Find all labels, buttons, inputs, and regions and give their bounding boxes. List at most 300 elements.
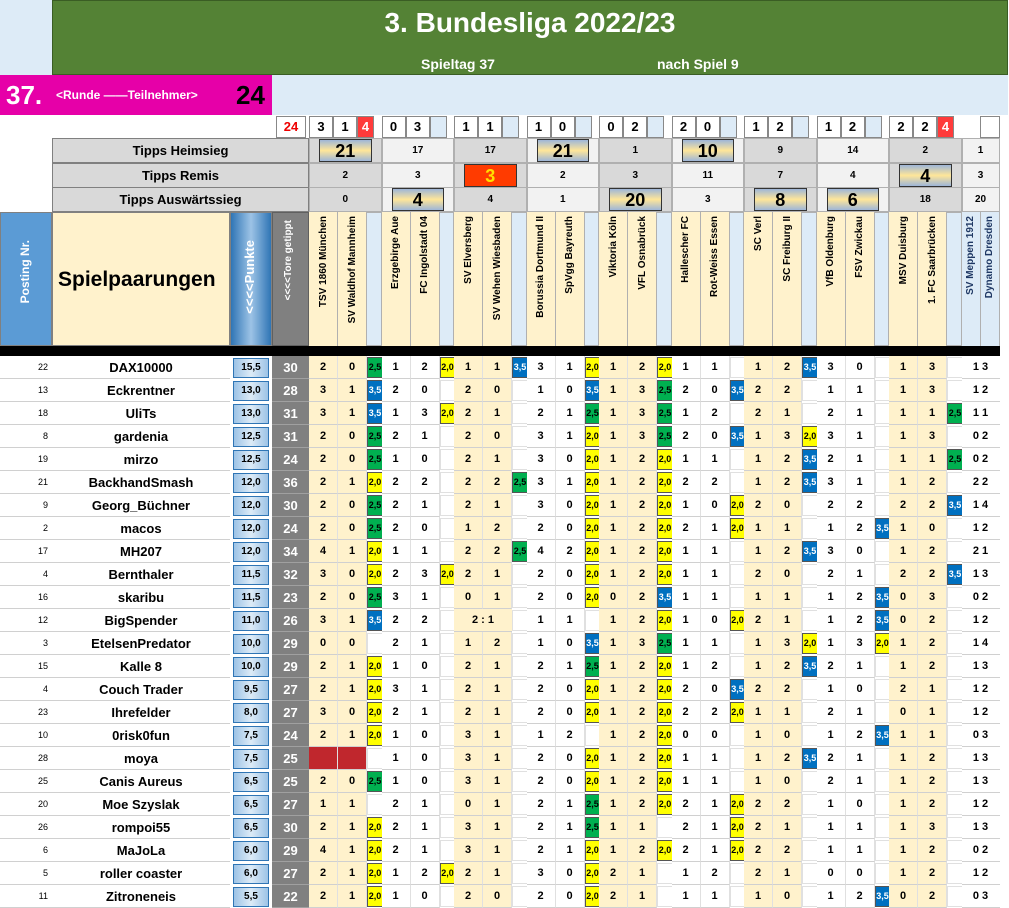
tip-score: 2 bbox=[918, 609, 947, 632]
tip-score: 1 bbox=[773, 517, 802, 540]
tip-score: 0 bbox=[556, 701, 585, 724]
posting-nr: 23 bbox=[0, 701, 52, 724]
posting-nr: 17 bbox=[0, 540, 52, 563]
tipps-label: Tipps Remis bbox=[52, 163, 309, 188]
player-name: Couch Trader bbox=[52, 678, 230, 701]
tip-score: 1 bbox=[889, 655, 918, 678]
posting-nr: 5 bbox=[0, 862, 52, 885]
tip-score: 1 bbox=[483, 402, 512, 425]
tip-score: 3 bbox=[817, 540, 846, 563]
tip-score: 1 bbox=[672, 632, 701, 655]
tip-points: 2,5 bbox=[947, 449, 963, 470]
player-tore: 27 bbox=[272, 862, 309, 885]
player-name: EtelsenPredator bbox=[52, 632, 230, 655]
result-cell: 0 bbox=[599, 116, 623, 138]
tip-score: 0 bbox=[338, 494, 367, 517]
player-tore: 26 bbox=[272, 609, 309, 632]
tip-score: 1 bbox=[773, 609, 802, 632]
tip-score: 0 bbox=[483, 425, 512, 448]
runde-number: 37. bbox=[6, 80, 43, 110]
tip-score: 1 bbox=[846, 563, 875, 586]
player-punkte: 12,0 bbox=[233, 519, 269, 539]
posting-nr: 13 bbox=[0, 379, 52, 402]
tip-combined: 1 2 bbox=[962, 701, 1000, 724]
tip-score: 2 bbox=[556, 724, 585, 747]
tip-score: 0 bbox=[338, 448, 367, 471]
tip-points: 3,5 bbox=[585, 380, 601, 401]
tipps-value: 1 bbox=[977, 145, 984, 156]
tip-score: 1 bbox=[672, 609, 701, 632]
result-cell: 1 bbox=[478, 116, 502, 138]
tip-score: 1 bbox=[483, 494, 512, 517]
tip-score: 2 bbox=[817, 563, 846, 586]
tip-score: 2 bbox=[918, 839, 947, 862]
tip-score: 1 bbox=[556, 402, 585, 425]
tip-score: 0 bbox=[338, 563, 367, 586]
tip-points: 2,5 bbox=[657, 426, 673, 447]
tip-score: 2 bbox=[309, 862, 338, 885]
tip-score: 2 bbox=[744, 678, 773, 701]
tip-score: 3 bbox=[454, 747, 483, 770]
player-punkte: 6,0 bbox=[233, 864, 269, 884]
posting-nr: 3 bbox=[0, 632, 52, 655]
tip-score: 2 bbox=[454, 402, 483, 425]
tip-score: 2 bbox=[527, 586, 556, 609]
tip-score: 2 bbox=[817, 770, 846, 793]
tip-points: 2,0 bbox=[440, 357, 456, 378]
tip-score: 3 bbox=[454, 770, 483, 793]
tip-score: 1 bbox=[338, 471, 367, 494]
player-name: BigSpender bbox=[52, 609, 230, 632]
posting-nr: 25 bbox=[0, 770, 52, 793]
result-cell: 3 bbox=[309, 116, 333, 138]
tip-score: 1 bbox=[918, 701, 947, 724]
tip-score: 0 bbox=[556, 632, 585, 655]
tip-score: 1 bbox=[817, 793, 846, 816]
tip-score: 1 bbox=[599, 701, 628, 724]
tip-score: 2 bbox=[382, 425, 411, 448]
tip-score: 2 bbox=[628, 356, 657, 379]
tip-points: 2,0 bbox=[440, 564, 456, 585]
tip-score: 1 bbox=[744, 770, 773, 793]
player-name: mirzo bbox=[52, 448, 230, 471]
tip-score: 0 bbox=[556, 586, 585, 609]
tipps-label: Tipps Auswärtssieg bbox=[52, 187, 309, 212]
tip-points: 2,0 bbox=[730, 840, 746, 861]
result-cell: 2 bbox=[768, 116, 792, 138]
tip-score: 2 bbox=[672, 425, 701, 448]
tip-score: 1 bbox=[846, 655, 875, 678]
tip-score: 1 bbox=[744, 425, 773, 448]
result-cell: 2 bbox=[889, 116, 913, 138]
tip-score: 2 bbox=[628, 747, 657, 770]
player-tore: 24 bbox=[272, 724, 309, 747]
tip-score: 3 bbox=[309, 379, 338, 402]
tip-combined: 1 2 bbox=[962, 609, 1000, 632]
tip-score: 2 bbox=[527, 517, 556, 540]
tip-points: 2,0 bbox=[657, 518, 673, 539]
tip-score: 2 bbox=[527, 678, 556, 701]
tip-score: 1 bbox=[483, 793, 512, 816]
tip-score: 0 bbox=[773, 885, 802, 908]
player-name: BackhandSmash bbox=[52, 471, 230, 494]
tip-score: 1 bbox=[483, 356, 512, 379]
team-name: Borussia Dortmund II bbox=[535, 216, 546, 318]
tip-score: 0 bbox=[846, 356, 875, 379]
tip-score: 1 bbox=[918, 402, 947, 425]
player-punkte: 12,0 bbox=[233, 473, 269, 493]
tip-score: 1 bbox=[889, 402, 918, 425]
result-cell bbox=[502, 116, 519, 138]
tip-points: 2,0 bbox=[802, 633, 818, 654]
tip-score: 2 bbox=[918, 563, 947, 586]
tip-score: 1 bbox=[817, 678, 846, 701]
tip-score: 0 bbox=[411, 655, 440, 678]
tip-score: 2 bbox=[556, 540, 585, 563]
tip-score: 2 bbox=[309, 885, 338, 908]
tip-points: 2,5 bbox=[585, 794, 601, 815]
tip-points: 2,0 bbox=[585, 679, 601, 700]
tip-score: 2 bbox=[817, 494, 846, 517]
tip-points: 2,0 bbox=[585, 771, 601, 792]
player-punkte: 6,5 bbox=[233, 772, 269, 792]
tip-score: 2 bbox=[483, 471, 512, 494]
tip-score: 0 bbox=[846, 862, 875, 885]
tipps-value: 2 bbox=[559, 170, 566, 181]
tip-score: 3 bbox=[918, 356, 947, 379]
tip-score: 1 bbox=[846, 839, 875, 862]
tip-score: 2 bbox=[744, 816, 773, 839]
tip-score: 1 bbox=[672, 862, 701, 885]
tip-points: 2,0 bbox=[367, 656, 383, 677]
tip-score: 2 bbox=[527, 816, 556, 839]
tip-score: 0 bbox=[338, 517, 367, 540]
tip-score: 1 bbox=[556, 816, 585, 839]
player-tore: 22 bbox=[272, 885, 309, 908]
tip-score: 2 bbox=[744, 609, 773, 632]
tip-score: 2 bbox=[817, 402, 846, 425]
team-name: SV Meppen 1912 bbox=[965, 216, 976, 295]
tip-points: 3,5 bbox=[875, 518, 891, 539]
tip-score: 0 bbox=[889, 586, 918, 609]
tip-score: 2 bbox=[628, 701, 657, 724]
tip-score: 2 bbox=[918, 494, 947, 517]
tip-score: 1 bbox=[599, 793, 628, 816]
tip-score: 0 bbox=[556, 379, 585, 402]
tip-score: 1 bbox=[889, 839, 918, 862]
tip-score: 0 bbox=[556, 678, 585, 701]
tip-score: 0 bbox=[411, 724, 440, 747]
tip-score: 1 bbox=[701, 816, 730, 839]
tip-combined: 0 2 bbox=[962, 448, 1000, 471]
player-punkte: 13,0 bbox=[233, 404, 269, 424]
player-punkte: 7,5 bbox=[233, 726, 269, 746]
tip-score: 3 bbox=[817, 471, 846, 494]
tip-score: 2 bbox=[309, 448, 338, 471]
tip-score: 0 bbox=[701, 609, 730, 632]
posting-nr: 10 bbox=[0, 724, 52, 747]
tip-points: 3,5 bbox=[875, 886, 891, 907]
tip-score: 1 bbox=[846, 701, 875, 724]
tip-score: 1 bbox=[382, 885, 411, 908]
tip-points: 2,5 bbox=[585, 817, 601, 838]
tip-score: 1 bbox=[672, 448, 701, 471]
tipps-value: 3 bbox=[704, 194, 711, 205]
tip-points: 2,0 bbox=[657, 679, 673, 700]
posting-nr: 15 bbox=[0, 655, 52, 678]
tip-score: 2 bbox=[628, 793, 657, 816]
tip-points: 2,0 bbox=[585, 748, 601, 769]
player-tore: 24 bbox=[272, 448, 309, 471]
tip-score: 2 bbox=[672, 517, 701, 540]
tipps-value: 3 bbox=[632, 170, 639, 181]
team-name: Dynamo Dresden bbox=[984, 216, 995, 299]
tip-score: 2 bbox=[527, 655, 556, 678]
tip-score: 1 bbox=[817, 517, 846, 540]
tip-score: 2 bbox=[744, 494, 773, 517]
player-name: Eckrentner bbox=[52, 379, 230, 402]
tip-score: 3 bbox=[527, 356, 556, 379]
tip-score: 2 bbox=[918, 540, 947, 563]
tip-score: 1 bbox=[556, 655, 585, 678]
tip-points: 3,5 bbox=[367, 380, 383, 401]
tip-score: 1 bbox=[382, 356, 411, 379]
tip-score: 0 bbox=[411, 448, 440, 471]
tip-score: 1 bbox=[701, 563, 730, 586]
player-punkte: 10,0 bbox=[233, 657, 269, 677]
team-name: SC Freiburg II bbox=[781, 216, 793, 282]
team-name: Erzgebirge Aue bbox=[390, 216, 401, 289]
tip-score: 1 bbox=[846, 379, 875, 402]
tip-points: 2,0 bbox=[657, 748, 673, 769]
tip-points: 2,0 bbox=[585, 357, 601, 378]
tip-score: 1 bbox=[846, 471, 875, 494]
tip-score: 4 bbox=[527, 540, 556, 563]
tip-score: 1 bbox=[628, 816, 657, 839]
tip-score: 2 bbox=[918, 770, 947, 793]
tip-score: 1 bbox=[817, 379, 846, 402]
tip-score bbox=[338, 747, 367, 770]
player-tore: 25 bbox=[272, 747, 309, 770]
tip-points: 3,5 bbox=[512, 357, 528, 378]
tip-score: 0 bbox=[338, 701, 367, 724]
tip-points: 2,5 bbox=[657, 633, 673, 654]
tip-score: 1 bbox=[773, 701, 802, 724]
tipps-value: 3 bbox=[414, 170, 421, 181]
tip-combined: 1 2 bbox=[962, 678, 1000, 701]
tip-score: 3 bbox=[918, 425, 947, 448]
tip-score: 1 bbox=[599, 379, 628, 402]
player-punkte: 11,5 bbox=[233, 565, 269, 585]
tip-points: 2,0 bbox=[367, 679, 383, 700]
posting-nr: 4 bbox=[0, 563, 52, 586]
tip-score: 1 bbox=[889, 517, 918, 540]
tip-points: 2,0 bbox=[367, 702, 383, 723]
tip-score: 2 bbox=[454, 678, 483, 701]
result-cell: 1 bbox=[817, 116, 841, 138]
title-bar bbox=[52, 0, 1008, 75]
tip-points: 2,0 bbox=[875, 633, 891, 654]
tip-score: 2 bbox=[454, 448, 483, 471]
tip-score: 0 bbox=[556, 563, 585, 586]
tip-points: 2,0 bbox=[585, 472, 601, 493]
tip-points: 2,0 bbox=[730, 702, 746, 723]
tipps-value: 1 bbox=[632, 145, 639, 156]
tip-score: 1 bbox=[483, 678, 512, 701]
tip-score: 1 bbox=[556, 839, 585, 862]
tip-score: 3 bbox=[628, 425, 657, 448]
tip-score: 1 bbox=[454, 517, 483, 540]
tip-points: 2,0 bbox=[730, 817, 746, 838]
tip-score: 2 bbox=[773, 540, 802, 563]
tip-points: 2,0 bbox=[657, 794, 673, 815]
tip-score: 0 bbox=[918, 517, 947, 540]
tip-score: 1 bbox=[527, 632, 556, 655]
tip-score: 2 bbox=[309, 586, 338, 609]
tip-score: 1 bbox=[701, 356, 730, 379]
tip-points: 2,5 bbox=[947, 403, 963, 424]
tip-points: 2,0 bbox=[367, 863, 383, 884]
tip-score: 1 bbox=[889, 425, 918, 448]
tip-score: 2 bbox=[411, 471, 440, 494]
tip-points: 2,0 bbox=[657, 840, 673, 861]
tip-score: 2 bbox=[628, 540, 657, 563]
tip-score: 0 bbox=[411, 770, 440, 793]
tip-score: 3 bbox=[773, 425, 802, 448]
tip-score: 2 bbox=[483, 632, 512, 655]
tip-score: 2 bbox=[628, 609, 657, 632]
tip-points: 2,0 bbox=[585, 840, 601, 861]
tip-score: 1 bbox=[701, 586, 730, 609]
tip-score: 1 bbox=[744, 586, 773, 609]
team-name: SV Elversberg bbox=[462, 216, 474, 284]
tip-score: 0 bbox=[817, 862, 846, 885]
tip-score: 1 bbox=[483, 839, 512, 862]
tip-score: 2 bbox=[773, 379, 802, 402]
tip-score: 2 bbox=[599, 885, 628, 908]
runde-bar bbox=[0, 75, 272, 115]
tip-score: 0 bbox=[846, 793, 875, 816]
posting-nr: 28 bbox=[0, 747, 52, 770]
tip-score: 1 bbox=[889, 448, 918, 471]
result-cell: 0 bbox=[382, 116, 406, 138]
tip-score: 2 bbox=[628, 839, 657, 862]
tip-score: 0 bbox=[411, 379, 440, 402]
tip-score: 1 bbox=[338, 885, 367, 908]
tip-score: 1 bbox=[338, 609, 367, 632]
tip-score: 2 bbox=[773, 747, 802, 770]
tip-score: 1 bbox=[411, 793, 440, 816]
tipps-value: 2 bbox=[922, 145, 929, 156]
player-name: gardenia bbox=[52, 425, 230, 448]
tip-score: 2 bbox=[889, 678, 918, 701]
tipps-value: 4 bbox=[487, 194, 494, 205]
tip-score: 1 bbox=[889, 356, 918, 379]
tip-score: 1 bbox=[382, 540, 411, 563]
tip-score: 1 bbox=[744, 701, 773, 724]
tip-score: 2 bbox=[773, 839, 802, 862]
result-cell bbox=[647, 116, 664, 138]
tip-combined: 0 2 bbox=[962, 425, 1000, 448]
tip-score: 1 bbox=[599, 655, 628, 678]
tip-score: 1 bbox=[599, 494, 628, 517]
tip-score: 1 bbox=[599, 402, 628, 425]
tip-score: 3 bbox=[628, 402, 657, 425]
tip-score: 1 bbox=[701, 517, 730, 540]
tip-points: 3,5 bbox=[875, 725, 891, 746]
player-tore: 30 bbox=[272, 494, 309, 517]
tip-score: 2 bbox=[527, 747, 556, 770]
tip-points: 3,5 bbox=[802, 357, 818, 378]
result-cell: 1 bbox=[454, 116, 478, 138]
result-end bbox=[980, 116, 1000, 138]
tip-score: 2 bbox=[454, 862, 483, 885]
result-cell: 3 bbox=[406, 116, 430, 138]
team-name: 1. FC Saarbrücken bbox=[926, 216, 938, 304]
spieltag-label: Spieltag 37 bbox=[421, 56, 495, 72]
tip-points: 3,5 bbox=[802, 541, 818, 562]
tip-score: 1 bbox=[846, 448, 875, 471]
result-prefix: 24 bbox=[276, 116, 306, 138]
tip-score: 1 bbox=[483, 724, 512, 747]
tip-points: 2,0 bbox=[585, 518, 601, 539]
tip-score: 1 bbox=[672, 563, 701, 586]
tip-score: 1 bbox=[338, 540, 367, 563]
tip-points: 2,0 bbox=[367, 840, 383, 861]
team-name: FSV Zwickau bbox=[854, 216, 865, 278]
tip-score: 1 bbox=[672, 540, 701, 563]
tip-points: 2,0 bbox=[730, 794, 746, 815]
player-punkte: 7,5 bbox=[233, 749, 269, 769]
tip-score: 2 bbox=[701, 471, 730, 494]
tip-score: 0 bbox=[889, 885, 918, 908]
tip-score: 3 bbox=[527, 494, 556, 517]
tip-score: 1 bbox=[382, 747, 411, 770]
tip-score: 2 bbox=[309, 356, 338, 379]
tip-score: 0 bbox=[701, 678, 730, 701]
tip-score: 1 bbox=[454, 632, 483, 655]
tip-score: 0 bbox=[338, 425, 367, 448]
tip-score: 0 bbox=[599, 586, 628, 609]
tip-score: 2 bbox=[846, 724, 875, 747]
tip-score: 2 bbox=[382, 793, 411, 816]
player-punkte: 6,5 bbox=[233, 818, 269, 838]
tip-score: 2 bbox=[918, 885, 947, 908]
tip-points: 2,0 bbox=[657, 702, 673, 723]
tip-score: 2 bbox=[527, 793, 556, 816]
tip-points: 2,0 bbox=[367, 817, 383, 838]
tip-score: 2 bbox=[701, 701, 730, 724]
posting-nr: 26 bbox=[0, 816, 52, 839]
tip-score: 3 bbox=[527, 448, 556, 471]
tip-score: 1 bbox=[599, 517, 628, 540]
tip-score: 1 bbox=[889, 862, 918, 885]
tip-score: 1 bbox=[817, 586, 846, 609]
tip-score: 2 bbox=[918, 793, 947, 816]
tip-points: 2,0 bbox=[657, 771, 673, 792]
tip-score: 2 bbox=[628, 724, 657, 747]
tip-score: 1 bbox=[483, 862, 512, 885]
tip-score: 2 bbox=[527, 770, 556, 793]
tip-score: 3 bbox=[309, 563, 338, 586]
tip-score: 1 bbox=[338, 678, 367, 701]
tip-score: 1 bbox=[454, 356, 483, 379]
tip-score: 1 bbox=[309, 793, 338, 816]
tipps-value: 4 bbox=[392, 188, 445, 211]
tip-score: 2 bbox=[382, 379, 411, 402]
team-name: Viktoria Köln bbox=[607, 216, 619, 278]
result-cell: 2 bbox=[913, 116, 937, 138]
